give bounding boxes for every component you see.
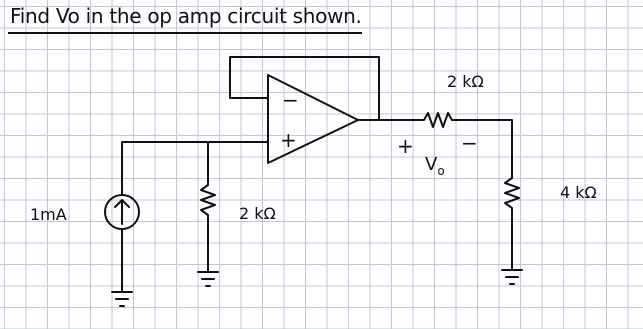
- load-resistor-label: 4 kΩ: [560, 183, 597, 202]
- source-ground-symbol: [112, 292, 132, 306]
- vo-plus-sign: +: [397, 134, 414, 158]
- input-resistor-2k: [201, 185, 215, 272]
- current-source-arrow: [115, 200, 129, 224]
- vo-label: [425, 154, 445, 178]
- current-source-label: 1mA: [30, 205, 67, 224]
- load-resistor-4k: [505, 178, 519, 270]
- noninverting-input-wire: [122, 142, 268, 195]
- feedback-wire: [230, 57, 379, 120]
- load-ground-symbol: [502, 270, 522, 284]
- vo-minus-sign: −: [461, 131, 478, 155]
- vo-main-letter: V: [425, 154, 438, 175]
- input-resistor-ground-symbol: [198, 272, 218, 286]
- op-amp-minus-terminal-label: −: [282, 88, 299, 112]
- op-amp-plus-terminal-label: +: [280, 128, 297, 152]
- output-resistor-label: 2 kΩ: [447, 72, 484, 91]
- problem-title: Find Vo in the op amp circuit shown.: [10, 4, 362, 28]
- input-resistor-label: 2 kΩ: [239, 204, 276, 223]
- vo-subscript: o: [437, 164, 445, 178]
